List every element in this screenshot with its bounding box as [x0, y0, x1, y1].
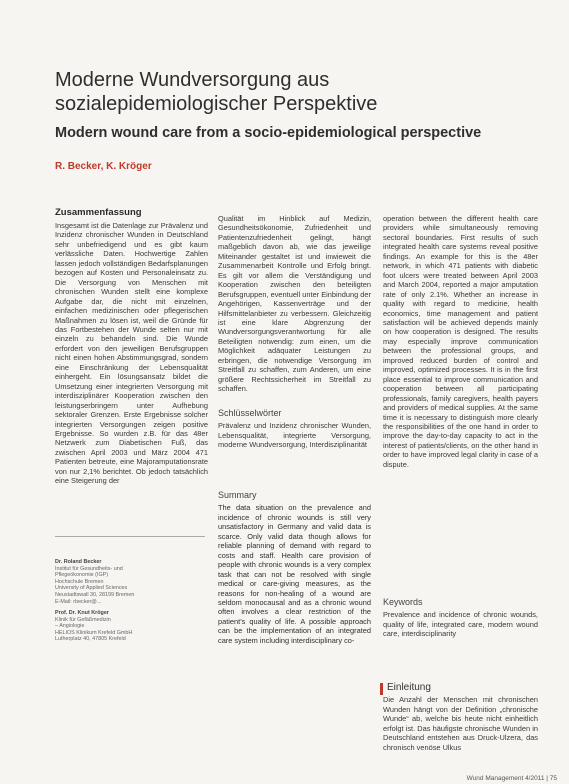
contact-line: HELIOS Klinikum Krefeld GmbH	[55, 629, 133, 636]
schluesselwoerter-heading: Schlüsselwörter	[218, 408, 282, 418]
contact-separator	[55, 536, 205, 537]
contact-becker	[55, 559, 208, 605]
schluesselwoerter-section	[218, 409, 371, 450]
einleitung-heading: Einleitung	[387, 682, 431, 693]
contact-line: Lutherplatz 40, 47805 Krefeld	[55, 636, 126, 643]
contact-line: Klinik für Gefäßmedizin	[55, 616, 111, 623]
article-title	[55, 68, 525, 116]
contact-line: Hochschule Bremen	[55, 578, 104, 585]
contact-line: Pflegeökonomie (IGP)	[55, 572, 109, 579]
article-subtitle: Modern wound care from a socio-epidemiological perspective	[55, 125, 482, 141]
summary-text: The data situation on the prevalence and incidence of chronic wounds is still very unsatisfactory in Germany and valid data is scarce. Only valid data though allows for reliable planning of demand with regard to costs and staff. Health care provision of people with chronic wounds is a very complex task that can not be resolved with single medical or care-giving measures, as the reasons for non-healing of a wound are seldom monocausal and as a chronic wound often involves a clear restriction of the patient's quality of life. A possible approach can be the implementation of an integrated care system including interdisciplinary co-	[218, 503, 371, 645]
summary-heading: Summary	[218, 490, 257, 500]
column-3	[383, 214, 538, 469]
contact-line: Institut für Gesundheits- und	[55, 565, 123, 572]
zusammenfassung-heading: Zusammenfassung	[55, 207, 142, 218]
column-1	[55, 221, 208, 486]
page-footer: Wund Management 4/2011 | 75	[466, 775, 557, 782]
contact-kroeger	[55, 610, 208, 643]
contact-name: Prof. Dr. Knut Kröger	[55, 610, 109, 616]
contact-line: Neustadtswall 30, 28199 Bremen	[55, 591, 135, 598]
einleitung-section	[383, 682, 538, 752]
einleitung-marker	[380, 683, 383, 695]
summary-continued: operation between the different health care providers while simultaneously removing sectoral boundaries. First results of such integrated health care systems reveal positive findings. An example for this is the 48er network, in which 471 patients with diabetic foot ulcers were treated between April 2003 and March 2004, reported a major amputation rate of only 2.1%. Whether an increase in quality with regard to medicine, health economics, time management and patient satisfaction will be achieved depends mainly on how cooperation is designed. The results may especially improve communication between the professional groups, and improved reduced burden of control and improved, optimized processes. It is in the first place essential to improve communication and cooperation between all participating professionals, family caregivers, health payers and providers of medical supplies. At the same time it is necessary to distinguish more clearly the responsibilities of the one hand in order to improve the day-to-day capacity to act in the interest of patients/clients, on the other hand in order to have improved legal clarity in case of a dispute.	[383, 214, 538, 469]
zusammenfassung-continued: Qualität im Hinblick auf Medizin, Gesundheitsökonomie, Zufriedenheit und Patientenzufriedenheit gelingt, hängt maßgeblich davon ab, wie das jeweilige Miteinander gestaltet ist und inwieweit die Zusammenarbeit Kontrolle und Erfolg bringt. Es gilt vor allem die Verständigung und Kooperation zwischen den beteiligten Berufsgruppen, eventuell unter Einbindung der Angehörigen, Kassenverträge und der Hilfsmittelanbieter zu verbessern. Gleichzeitig ist eine klare Abgrenzung der Wundversorgungsverantwortung für alle Beteiligten notwendig: zum einen, um die Möglichkeit adäquater Leistungen zu erbringen, die notwendige Versorgung im Streitfall zu schaffen, zum Anderen, um eine größere Rechtssicherheit im Streitfall zu schaffen.	[218, 214, 371, 394]
keywords-text: Prevalence and incidence of chronic wounds, quality of life, integrated care, modern wound care, interdisciplinarity	[383, 610, 538, 639]
contact-line: – Angiologie	[55, 623, 85, 630]
contact-name: Dr. Roland Becker	[55, 559, 102, 565]
einleitung-text: Die Anzahl der Menschen mit chronischen Wunden hängt von der Definition „chronische Wunde“ ab, welche bis heute nicht einheitlich erfolgt ist. Das häufigste chronische Wunden in Deutschland entstehen aus Druck-Ulzera, das chronisch venöse Ulkus	[383, 695, 538, 752]
keywords-heading: Keywords	[383, 597, 423, 607]
summary-section	[218, 491, 371, 645]
authors: R. Becker, K. Kröger	[55, 161, 152, 172]
keywords-section	[383, 598, 538, 639]
schluesselwoerter-text: Prävalenz und Inzidenz chronischer Wunden, Lebensqualität, integrierte Versorgung, moderne Wundversorgung, Interdisziplinarität	[218, 421, 371, 450]
title-line-1: Moderne Wundversorgung aus	[55, 69, 330, 91]
contact-line: E-Mail: rbecker@...	[55, 598, 102, 605]
contact-line: University of Applied Sciences	[55, 585, 128, 592]
column-2	[218, 214, 371, 394]
title-line-2: sozialepidemiologischer Perspektive	[55, 93, 378, 115]
zusammenfassung-text: Insgesamt ist die Datenlage zur Prävalenz und Inzidenz chronischer Wunden in Deutschland sehr unbefriedigend und es gibt kaum verlässliche Daten. Hochwertige Zahlen lassen jedoch vollständigen Bedarfsplanungen bezogen auf Kosten und Personaleinsatz zu. Die Versorgung von Menschen mit chronischen Wunden stellt eine komplexe Aufgabe dar, die nicht mit einzelnen, einfachen medizinischen oder pflegerischen Maßnahmen zu lösen ist, weil die Gründe für das Fortbestehen der Wunde selten nur mit einzeln zu behandeln sind. Die Wunde erfordert von den jeweiligen Berufsgruppen nicht einen hohen Abstimmungsgrad, sondern eine Einschränkung der Lebensqualität einhergeht. Ein lösungsansatz bildet die Umsetzung einer integrierten Versorgung mit interdisziplinärer Kooperation zwischen den leistungserbringern unter Aufhebung sektoraler Grenzen. Erste Ergebnisse solcher integrierten Versorgungen zeigen positive Ergebnisse. So wurden z.B. für das 48er Netzwerk zum Diabetischen Fuß, das zwischen April 2003 und März 2004 471 Patienten betreute, eine Majoramputationsrate von nur 2,1% berichtet. Ob jedoch tatsächlich eine Steigerung der	[55, 221, 208, 486]
